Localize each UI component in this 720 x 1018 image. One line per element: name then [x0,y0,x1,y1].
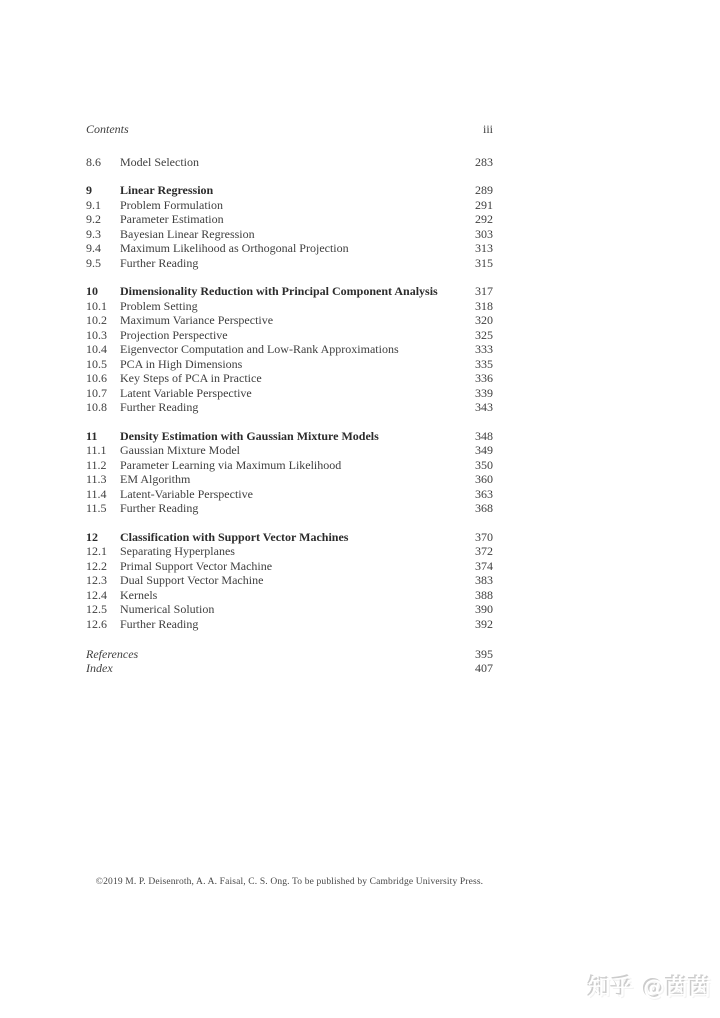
entry-number: 9.4 [86,241,101,255]
entry-number: 12.5 [86,602,107,616]
entry-number: 12.3 [86,573,107,587]
entry-number: 10.2 [86,313,107,327]
entry-page: 368 [475,501,493,515]
toc-row [86,559,493,574]
toc-row [86,284,493,299]
entry-page: 283 [475,154,493,169]
toc-row [86,357,493,372]
entry-number: 10.6 [86,371,107,385]
entry-number: 9.2 [86,212,101,226]
running-header [86,122,493,137]
entry-title: Key Steps of PCA in Practice [120,371,262,385]
table-of-contents [86,122,493,676]
entry-title: Problem Formulation [120,197,223,212]
entry-page: 339 [475,385,493,400]
entry-title: Primal Support Vector Machine [120,558,273,573]
toc-row [86,487,493,502]
toc-row [86,313,493,328]
entry-title: Projection Perspective [120,327,228,342]
entry-title: Maximum Variance Perspective [120,313,274,327]
entry-title: Bayesian Linear Regression [120,226,255,241]
toc-row [86,400,493,415]
entry-number: 11.1 [86,443,107,457]
toc-row [86,443,493,458]
entry-page: 289 [475,183,493,197]
entry-title: Eigenvector Computation and Low-Rank Approximations [120,342,399,356]
toc-row [86,256,493,271]
entry-number: 10.4 [86,342,107,356]
entry-page: 392 [475,616,493,631]
entry-number: 12.1 [86,544,107,558]
entry-title: Kernels [120,587,158,602]
entry-page: 335 [475,356,493,371]
entry-page: 395 [475,646,493,661]
zhihu-watermark: 知乎 @茵茵 [588,976,712,1001]
toc-row [86,429,493,444]
entry-page: 370 [475,529,493,544]
entry-page: 336 [475,371,493,385]
entry-number: 9.1 [86,197,101,212]
entry-number: 9 [86,183,92,197]
toc-row [86,647,493,662]
entry-title: Parameter Learning via Maximum Likelihood [120,457,342,472]
toc-row [86,371,493,386]
toc-row [86,198,493,213]
entry-page: 383 [475,573,493,587]
toc-row [86,617,493,632]
entry-page: 350 [475,457,493,472]
entry-page: 291 [475,197,493,212]
toc-row [86,241,493,256]
toc-row [86,602,493,617]
entry-number: 11.3 [86,472,107,486]
entry-title: Dual Support Vector Machine [120,573,264,587]
entry-title: Gaussian Mixture Model [120,443,240,457]
entry-number: 11.4 [86,486,107,501]
entry-title: Parameter Estimation [120,212,224,226]
entry-page: 303 [475,226,493,241]
running-header-title: Contents [86,122,129,136]
entry-number: 12 [86,529,98,544]
entry-title: Further Reading [120,255,199,270]
entry-number: 10.8 [86,400,107,414]
entry-number: 9.5 [86,255,101,270]
toc-row [86,299,493,314]
entry-title: PCA in High Dimensions [120,356,243,371]
entry-page: 390 [475,602,493,616]
footer-copyright: ©2019 M. P. Deisenroth, A. A. Faisal, C. S. Ong. To be published by Cambridge University Press. [95,877,484,887]
entry-title: References [86,646,139,661]
entry-page: 407 [475,661,493,675]
entry-title: Classification with Support Vector Machines [120,529,349,544]
toc-row [86,227,493,242]
entry-title: Index [86,661,113,675]
entry-page: 318 [475,298,493,313]
entry-page: 333 [475,342,493,356]
entry-number: 12.6 [86,616,107,631]
entry-page: 313 [475,241,493,255]
entry-page: 315 [475,255,493,270]
entry-page: 317 [475,284,493,298]
entry-title: Further Reading [120,400,199,414]
entry-number: 12.4 [86,587,107,602]
entry-number: 11.5 [86,501,107,515]
entry-number: 10.5 [86,356,107,371]
entry-page: 348 [475,428,493,443]
entry-page: 360 [475,472,493,486]
toc-row [86,342,493,357]
entry-number: 10 [86,284,98,298]
entry-title: Linear Regression [120,183,214,197]
toc-row [86,328,493,343]
entry-title: Density Estimation with Gaussian Mixture Models [120,428,379,443]
toc-row [86,530,493,545]
entry-title: Further Reading [120,616,199,631]
toc-row [86,472,493,487]
entry-number: 10.1 [86,298,107,313]
entry-page: 363 [475,486,493,501]
entry-title: Latent Variable Perspective [120,385,252,400]
entry-page: 325 [475,327,493,342]
entry-title: Further Reading [120,501,199,515]
entry-number: 10.7 [86,385,107,400]
entry-page: 343 [475,400,493,414]
entry-title: Maximum Likelihood as Orthogonal Projection [120,241,349,255]
toc-row [86,183,493,198]
entry-number: 12.2 [86,558,107,573]
entry-title: Separating Hyperplanes [120,544,235,558]
toc-row [86,458,493,473]
page-number-roman: iii [482,122,493,136]
toc-row [86,544,493,559]
entry-title: Numerical Solution [120,602,215,616]
toc-row [86,501,493,516]
entry-title: Dimensionality Reduction with Principal Component Analysis [120,284,438,298]
entry-page: 349 [475,443,493,457]
entry-page: 372 [475,544,493,558]
entry-title: EM Algorithm [120,472,191,486]
entry-title: Latent-Variable Perspective [120,486,253,501]
entry-number: 8.6 [86,154,101,169]
toc-row [86,212,493,227]
toc-row [86,573,493,588]
toc-row [86,661,493,676]
entry-number: 11.2 [86,457,107,472]
toc-row [86,155,493,170]
entry-page: 374 [475,558,493,573]
entry-number: 10.3 [86,327,107,342]
entry-page: 388 [475,587,493,602]
toc-row [86,588,493,603]
toc-row [86,386,493,401]
entry-page: 292 [475,212,493,226]
entry-page: 320 [475,313,493,327]
entry-number: 11 [86,428,98,443]
entry-title: Problem Setting [120,298,198,313]
entry-number: 9.3 [86,226,101,241]
entry-title: Model Selection [120,154,199,169]
